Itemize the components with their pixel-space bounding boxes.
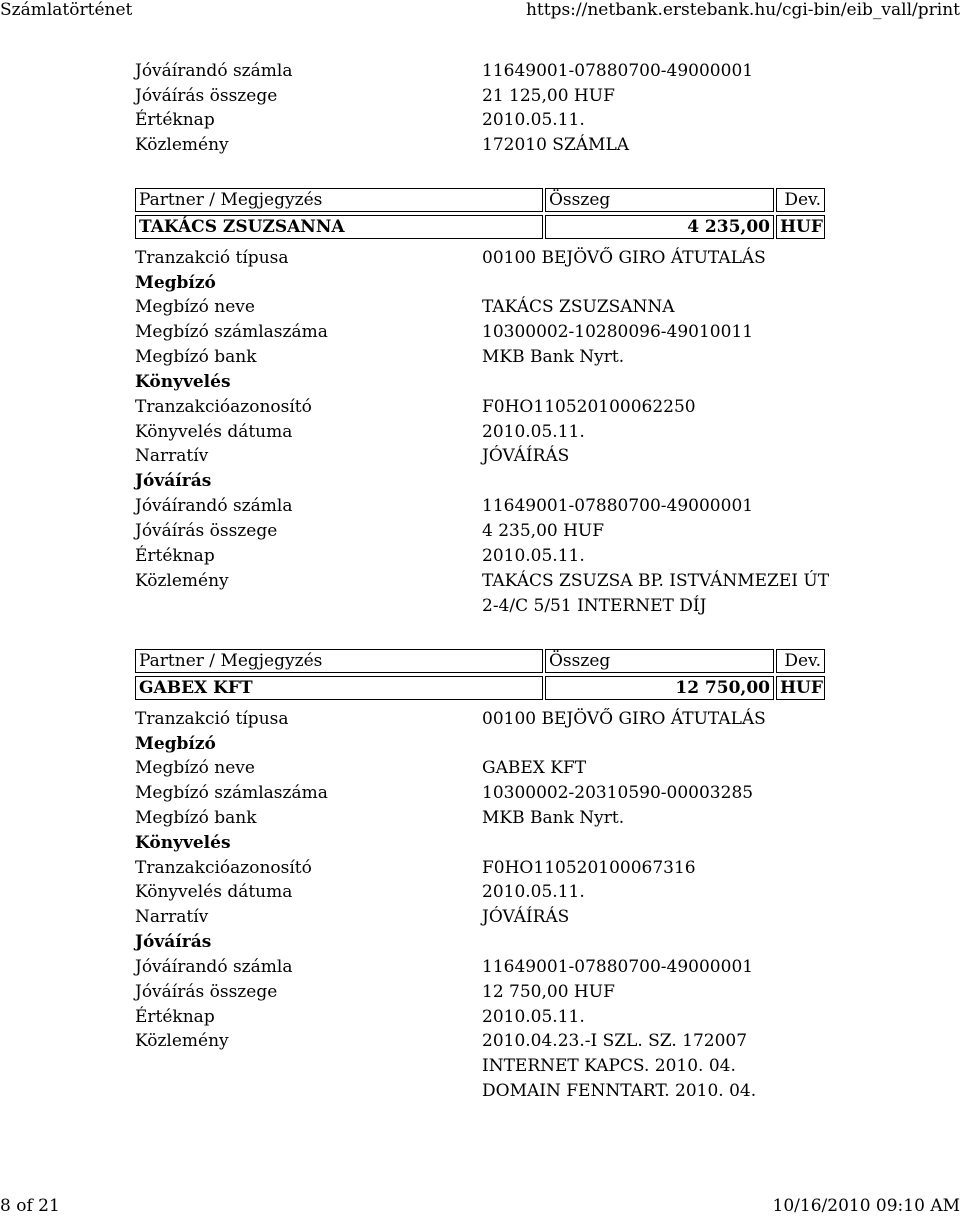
tx-id-row [135,856,835,881]
tx-id-row [135,395,835,420]
narrative-value: JÓVÁÍRÁS [482,907,570,927]
partner-name: GABEX KFT [135,676,543,700]
print-header-url: https://netbank.erstebank.hu/cgi-bin/eib_vall/print [525,0,960,20]
value-date-label: Értéknap [135,546,215,566]
credit-amount-value: 12 750,00 HUF [482,982,615,1002]
payer-name-value: TAKÁCS ZSUZSANNA [482,297,675,317]
payer-account-label: Megbízó számlaszáma [135,322,328,342]
currency-value: HUF [776,676,825,700]
payer-account-value: 10300002-20310590-00003285 [482,783,754,803]
credit-amount-label: Jóváírás összege [135,521,278,541]
value-date-row [135,544,835,569]
amount-value: 4 235,00 [545,215,774,239]
note-value: 172010 SZÁMLA [482,135,630,155]
value-date-value: 2010.05.11. [482,1007,585,1027]
credit-amount-row [135,980,835,1005]
booking-section-title: Könyvelés [135,372,231,392]
note-label: Közlemény [135,135,229,155]
credit-amount-label: Jóváírás összege [135,86,278,106]
note-line-1: TAKÁCS ZSUZSA BP. ISTVÁNMEZEI ÚT [482,571,830,591]
credit-amount-label: Jóváírás összege [135,982,278,1002]
note-row [135,1029,835,1101]
narrative-label: Narratív [135,446,209,466]
currency-header: Dev. [776,649,825,673]
payer-account-row [135,781,835,806]
payer-account-label: Megbízó számlaszáma [135,783,328,803]
partner-name: TAKÁCS ZSUZSANNA [135,215,543,239]
payer-bank-value: MKB Bank Nyrt. [482,808,625,828]
narrative-label: Narratív [135,907,209,927]
currency-value: HUF [776,215,825,239]
credit-amount-row [135,84,835,109]
credit-amount-value: 21 125,00 HUF [482,86,615,106]
amount-value: 12 750,00 [545,676,774,700]
partner-header: Partner / Megjegyzés [135,649,543,673]
payer-name-row [135,756,835,781]
credit-account-label: Jóváírandó számla [135,957,293,977]
partner-table [135,188,825,240]
payer-bank-value: MKB Bank Nyrt. [482,347,625,367]
note-label: Közlemény [135,571,229,591]
credit-account-value: 11649001-07880700-49000001 [482,496,754,516]
payer-bank-label: Megbízó bank [135,347,257,367]
credit-account-value: 11649001-07880700-49000001 [482,957,754,977]
payer-name-value: GABEX KFT [482,758,587,778]
credit-account-row [135,59,835,84]
value-date-label: Értéknap [135,1007,215,1027]
credit-section-title: Jóváírás [135,932,212,952]
booking-date-row [135,880,835,905]
payer-section-title: Megbízó [135,734,216,754]
booking-date-value: 2010.05.11. [482,422,585,442]
narrative-row [135,905,835,930]
payer-name-label: Megbízó neve [135,758,255,778]
tx-id-label: Tranzakcióazonosító [135,397,312,417]
booking-date-row [135,420,835,445]
value-date-value: 2010.05.11. [482,546,585,566]
partner-header: Partner / Megjegyzés [135,188,543,212]
tx-type-label: Tranzakció típusa [135,248,289,268]
tx-id-value: F0HO110520100067316 [482,858,696,878]
payer-bank-label: Megbízó bank [135,808,257,828]
partner-table [135,649,825,701]
print-header-title: Számlatörténet [0,0,133,20]
credit-amount-value: 4 235,00 HUF [482,521,605,541]
note-row [135,569,835,616]
amount-header: Összeg [545,649,774,673]
tx-id-label: Tranzakcióazonosító [135,858,312,878]
narrative-value: JÓVÁÍRÁS [482,446,570,466]
currency-header: Dev. [776,188,825,212]
credit-amount-row [135,519,835,544]
tx-id-value: F0HO110520100062250 [482,397,696,417]
tx-type-row [135,707,835,732]
tx-type-value: 00100 BEJÖVŐ GIRO ÁTUTALÁS [482,709,766,729]
note-line-3: DOMAIN FENNTART. 2010. 04. [482,1081,757,1101]
credit-account-row [135,955,835,980]
print-footer-page: 8 of 21 [0,1196,60,1216]
amount-header: Összeg [545,188,774,212]
tx-type-label: Tranzakció típusa [135,709,289,729]
credit-account-label: Jóváírandó számla [135,496,293,516]
payer-bank-row [135,345,835,370]
payer-section-title: Megbízó [135,273,216,293]
credit-section-title: Jóváírás [135,471,212,491]
credit-account-row [135,494,835,519]
payer-account-value: 10300002-10280096-49010011 [482,322,754,342]
payer-bank-row [135,806,835,831]
note-line-2: 2-4/C 5/51 INTERNET DÍJ [482,596,707,616]
credit-account-value: 11649001-07880700-49000001 [482,61,754,81]
tx-type-row [135,246,835,271]
narrative-row [135,444,835,469]
note-line-1: 2010.04.23.-I SZL. SZ. 172007 [482,1031,748,1051]
print-footer-datetime: 10/16/2010 09:10 AM [772,1196,960,1216]
note-row [135,133,835,158]
booking-date-label: Könyvelés dátuma [135,882,293,902]
payer-account-row [135,320,835,345]
value-date-label: Értéknap [135,110,215,130]
booking-date-label: Könyvelés dátuma [135,422,293,442]
booking-date-value: 2010.05.11. [482,882,585,902]
payer-name-label: Megbízó neve [135,297,255,317]
value-date-value: 2010.05.11. [482,110,585,130]
note-label: Közlemény [135,1031,229,1051]
value-date-row [135,1005,835,1030]
credit-account-label: Jóváírandó számla [135,61,293,81]
note-line-2: INTERNET KAPCS. 2010. 04. [482,1056,736,1076]
tx-type-value: 00100 BEJÖVŐ GIRO ÁTUTALÁS [482,248,766,268]
value-date-row [135,108,835,133]
booking-section-title: Könyvelés [135,833,231,853]
payer-name-row [135,295,835,320]
